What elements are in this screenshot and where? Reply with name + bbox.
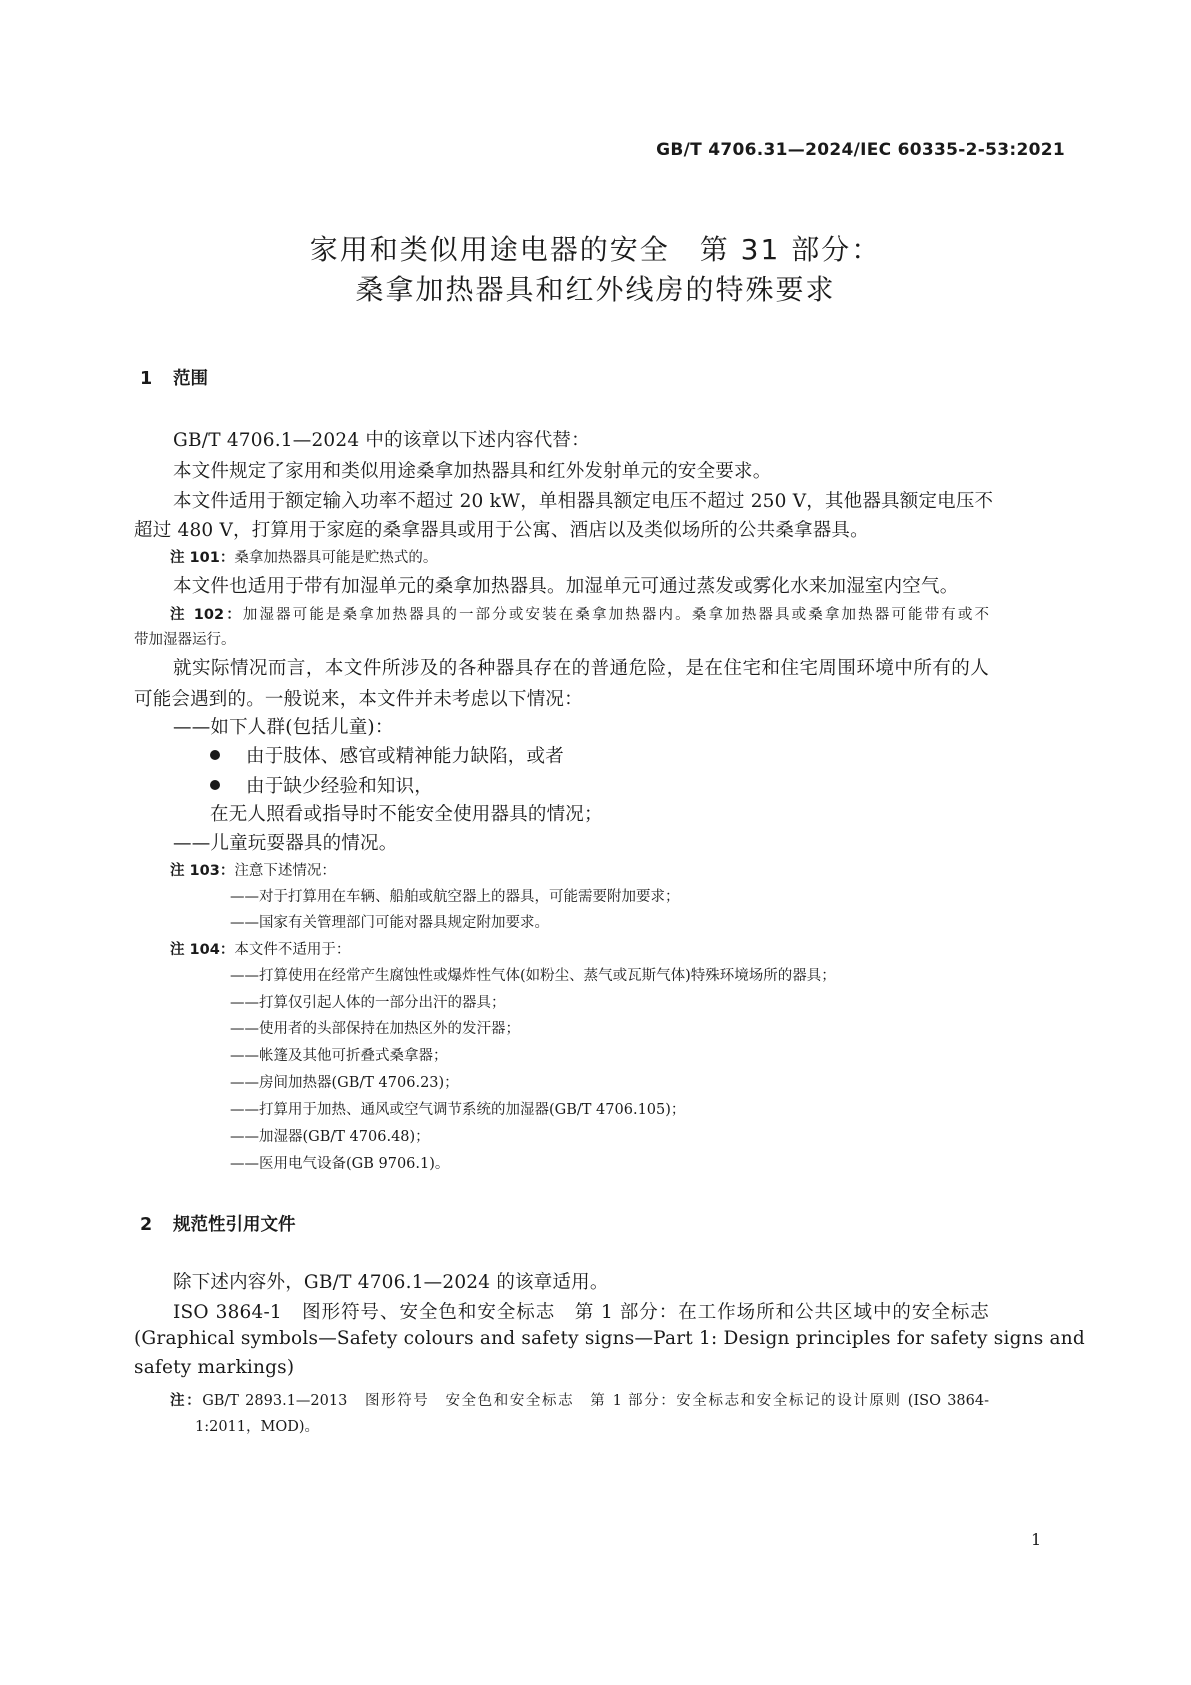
note-104 xyxy=(170,938,350,959)
note-104-item: ——房间加热器(GB/T 4706.23)； xyxy=(230,1075,459,1091)
reference-line-3: safety markings) xyxy=(134,1357,295,1378)
section-1-heading xyxy=(140,365,208,390)
standard-number: GB/T 4706.31—2024/IEC 60335-2-53:2021 xyxy=(656,140,1065,160)
reference-line-2: (Graphical symbols—Safety colours and safety signs—Part 1: Design principles for safety signs and xyxy=(134,1328,1085,1349)
note-104-item: ——打算使用在经常产生腐蚀性或爆炸性气体(如粉尘、蒸气或瓦斯气体)特殊环境场所的器具； xyxy=(230,968,836,984)
note-text: 加湿器可能是桑拿加热器具的一部分或安装在桑拿加热器内。桑拿加热器具或桑拿加热器可能带有或不 xyxy=(242,607,989,623)
bullet-icon xyxy=(210,750,220,760)
section-2-note-line-1 xyxy=(170,1389,989,1410)
note-104-item: ——医用电气设备(GB 9706.1)。 xyxy=(230,1156,450,1172)
paragraph-hazard-line-1: 就实际情况而言，本文件所涉及的各种器具存在的普通危险，是在住宅和住宅周围环境中所有的人 xyxy=(173,658,989,679)
bullet-item-1: 由于肢体、感官或精神能力缺陷，或者 xyxy=(210,742,564,768)
note-text: 本文件不适用于： xyxy=(234,942,351,958)
note-101 xyxy=(170,546,437,567)
note-label: 注 102： xyxy=(170,607,243,623)
note-104-item: ——加湿器(GB/T 4706.48)； xyxy=(230,1129,430,1145)
dash-item-children: ——儿童玩耍器具的情况。 xyxy=(173,833,398,854)
note-103-item: ——国家有关管理部门可能对器具规定附加要求。 xyxy=(230,915,549,931)
bullet-item-2: 由于缺少经验和知识， xyxy=(210,772,433,798)
note-label: 注 103： xyxy=(170,863,235,879)
note-104-item: ——帐篷及其他可折叠式桑拿器； xyxy=(230,1048,448,1064)
reference-line-1: ISO 3864-1 图形符号、安全色和安全标志 第 1 部分：在工作场所和公共区域中的安全标志 xyxy=(173,1302,989,1323)
bullet-tail-text: 在无人照看或指导时不能安全使用器具的情况； xyxy=(210,804,603,825)
paragraph-scope: 本文件规定了家用和类似用途桑拿加热器具和红外发射单元的安全要求。 xyxy=(173,461,772,482)
document-title-line-2: 桑拿加热器具和红外线房的特殊要求 xyxy=(355,273,836,306)
note-104-item: ——打算仅引起人体的一部分出汗的器具； xyxy=(230,995,506,1011)
paragraph-hazard-line-2: 可能会遇到的。一般说来，本文件并未考虑以下情况： xyxy=(134,689,583,710)
note-label: 注 101： xyxy=(170,550,235,566)
note-text: GB/T 2893.1—2013 图形符号 安全色和安全标志 第 1 部分：安全标志和安全标记的设计原则 (ISO 3864- xyxy=(202,1393,989,1409)
dash-item-persons: ——如下人群(包括儿童)： xyxy=(173,717,394,738)
note-104-item: ——使用者的头部保持在加热区外的发汗器； xyxy=(230,1021,520,1037)
paragraph-humidifier: 本文件也适用于带有加湿单元的桑拿加热器具。加湿单元可通过蒸发或雾化水来加湿室内空气。 xyxy=(173,576,959,597)
page-number: 1 xyxy=(1031,1530,1042,1549)
document-title-line-1: 家用和类似用途电器的安全 第 31 部分： xyxy=(309,233,882,266)
section-title: 范围 xyxy=(173,369,208,389)
section-number: 2 xyxy=(140,1215,153,1235)
section-number: 1 xyxy=(140,369,153,389)
note-text: 注意下述情况： xyxy=(234,863,336,879)
note-103 xyxy=(170,859,336,880)
paragraph-applies-line-2: 超过 480 V，打算用于家庭的桑拿器具或用于公寓、酒店以及类似场所的公共桑拿器具。 xyxy=(134,520,869,541)
note-102-line-1 xyxy=(170,603,989,624)
paragraph-except: 除下述内容外，GB/T 4706.1—2024 的该章适用。 xyxy=(173,1272,609,1293)
note-102-line-2: 带加湿器运行。 xyxy=(134,632,236,648)
note-text: 桑拿加热器具可能是贮热式的。 xyxy=(234,550,438,566)
note-label: 注： xyxy=(170,1393,203,1409)
note-104-item: ——打算用于加热、通风或空气调节系统的加湿器(GB/T 4706.105)； xyxy=(230,1102,686,1118)
note-103-item: ——对于打算用在车辆、船舶或航空器上的器具，可能需要附加要求； xyxy=(230,889,680,905)
bullet-icon xyxy=(210,780,220,790)
paragraph-replace: GB/T 4706.1—2024 中的该章以下述内容代替： xyxy=(173,430,590,451)
section-title: 规范性引用文件 xyxy=(173,1215,296,1235)
section-2-note-line-2: 1:2011，MOD)。 xyxy=(195,1419,320,1435)
section-2-heading xyxy=(140,1211,296,1236)
note-label: 注 104： xyxy=(170,942,235,958)
paragraph-applies-line-1: 本文件适用于额定输入功率不超过 20 kW，单相器具额定电压不超过 250 V，其他器具额定电压不 xyxy=(173,491,994,512)
